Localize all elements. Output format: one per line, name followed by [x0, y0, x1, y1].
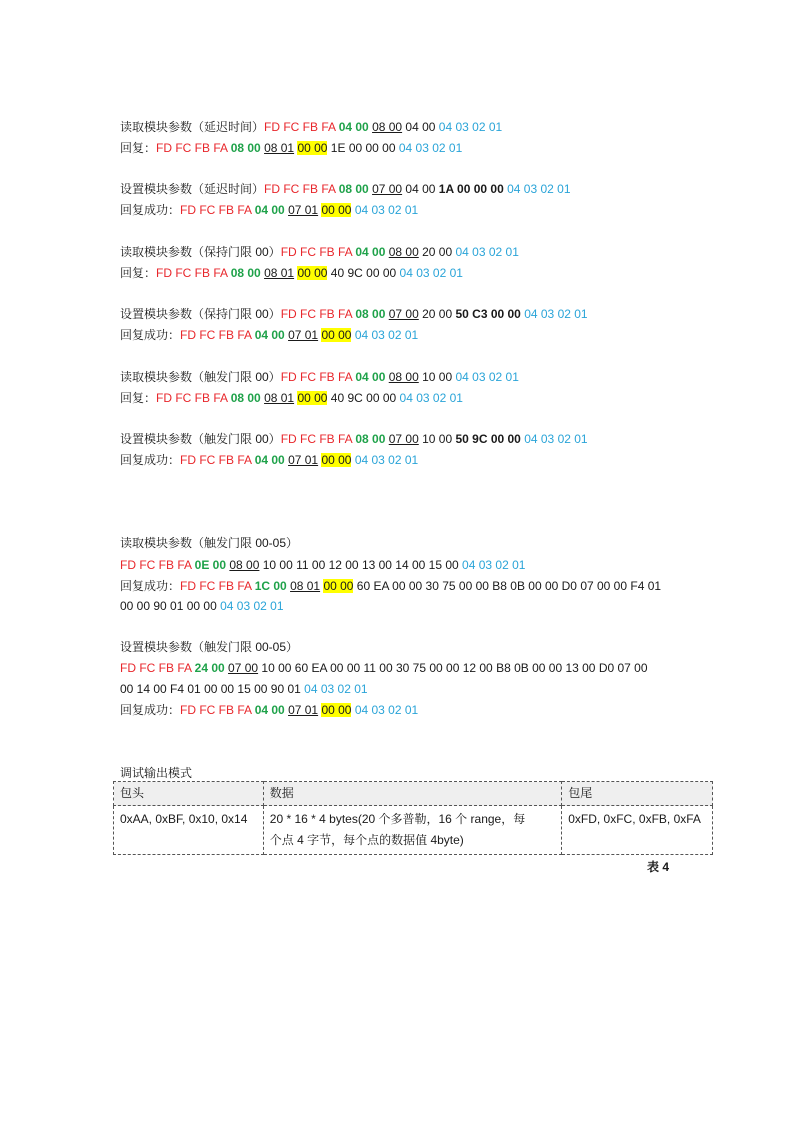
- command-word-bytes: 08 01: [264, 266, 295, 280]
- text-segment: 回复成功：: [120, 203, 181, 217]
- command-word-bytes: 07 00: [372, 182, 403, 196]
- command-word-bytes: 08 00: [388, 245, 419, 259]
- ack-status-bytes: 00 00: [323, 579, 354, 593]
- command-word-bytes: 07 01: [288, 453, 319, 467]
- cell-data-description: [263, 806, 561, 855]
- ack-status-bytes: 00 00: [321, 453, 352, 467]
- text-segment: 回复：: [120, 141, 157, 155]
- protocol-line: [120, 578, 661, 594]
- command-word-bytes: 07 01: [288, 703, 319, 717]
- text-segment: 00 14 00 F4 01 00 00 15 00 90 01: [120, 682, 305, 696]
- packet-length-bytes: 1C 00: [254, 579, 287, 593]
- packet-header-bytes: FD FC FB FA: [280, 432, 356, 446]
- protocol-line: [120, 244, 519, 260]
- packet-header-bytes: FD FC FB FA: [280, 245, 356, 259]
- packet-header-bytes: FD FC FB FA: [180, 703, 255, 717]
- protocol-line: [120, 598, 284, 614]
- packet-tail-bytes: 04 03 02 01: [398, 141, 463, 155]
- packet-header-bytes: FD FC FB FA: [264, 182, 339, 196]
- debug-mode-title: 调试输出模式: [120, 766, 193, 780]
- text-segment: 读取模块参数（延迟时间）: [120, 120, 265, 134]
- text-segment: 1E 00 00 00: [327, 141, 399, 155]
- packet-length-bytes: 04 00: [254, 203, 285, 217]
- packet-length-bytes: 04 00: [338, 120, 369, 134]
- packet-length-bytes: 04 00: [254, 703, 285, 717]
- packet-tail-bytes: 04 03 02 01: [524, 432, 588, 446]
- packet-tail-bytes: 04 03 02 01: [455, 245, 519, 259]
- text-segment: 设置模块参数（触发门限 00-05）: [120, 640, 299, 654]
- protocol-line: [120, 369, 519, 385]
- packet-header-bytes: FD FC FB FA: [180, 328, 255, 342]
- protocol-line: [120, 306, 588, 322]
- text-segment: 40 9C 00 00: [327, 391, 400, 405]
- parameter-value-bytes: 50 C3 00 00: [455, 307, 521, 321]
- command-word-bytes: 07 01: [288, 328, 319, 342]
- text-segment: 回复成功：: [120, 453, 181, 467]
- text-segment: 回复：: [120, 266, 157, 280]
- packet-length-bytes: 0E 00: [194, 558, 227, 572]
- packet-tail-bytes: 04 03 02 01: [399, 266, 463, 280]
- packet-length-bytes: 04 00: [254, 328, 285, 342]
- ack-status-bytes: 00 00: [321, 703, 352, 717]
- text-segment: 回复成功：: [120, 579, 181, 593]
- packet-header-bytes: FD FC FB FA: [180, 453, 255, 467]
- protocol-line: [120, 702, 418, 718]
- table-header-row: [114, 782, 713, 806]
- packet-tail-bytes: 04 03 02 01: [354, 328, 419, 342]
- command-word-bytes: 08 01: [290, 579, 321, 593]
- packet-length-bytes: 08 00: [338, 182, 369, 196]
- packet-header-bytes: FD FC FB FA: [156, 266, 231, 280]
- command-word-bytes: 08 01: [264, 141, 295, 155]
- debug-output-table: [113, 781, 713, 855]
- text-segment: 00 00 90 01 00 00: [120, 599, 221, 613]
- command-word-bytes: 08 00: [372, 120, 403, 134]
- ack-status-bytes: 00 00: [321, 203, 352, 217]
- packet-length-bytes: 08 00: [355, 432, 386, 446]
- protocol-line: [120, 327, 418, 343]
- parameter-value-bytes: 1A 00 00 00: [438, 182, 504, 196]
- table-row: [114, 806, 713, 855]
- packet-length-bytes: 08 00: [355, 307, 386, 321]
- text-segment: 10 00 60 EA 00 00 11 00 30 75 00 00 12 00 B8 0B 00 00 13 00 D0 07 00: [258, 661, 648, 675]
- packet-tail-bytes: 04 03 02 01: [438, 120, 503, 134]
- packet-tail-bytes: 04 03 02 01: [524, 307, 588, 321]
- packet-length-bytes: 04 00: [254, 453, 285, 467]
- ack-status-bytes: 00 00: [297, 141, 328, 155]
- text-segment: 10 00 11 00 12 00 13 00 14 00 15 00: [259, 558, 463, 572]
- packet-tail-bytes: 04 03 02 01: [354, 453, 419, 467]
- ack-status-bytes: 00 00: [297, 266, 328, 280]
- command-word-bytes: 08 00: [229, 558, 260, 572]
- protocol-line: [120, 181, 571, 197]
- protocol-line: [120, 681, 368, 697]
- protocol-line: [120, 452, 418, 468]
- text-segment: 20 00: [418, 245, 456, 259]
- data-description-line-2: 个点 4 字节，每个点的数据值 4byte): [269, 833, 464, 847]
- packet-tail-bytes: 04 03 02 01: [304, 682, 368, 696]
- protocol-line: [120, 265, 463, 281]
- protocol-line: [120, 639, 298, 655]
- ack-status-bytes: 00 00: [321, 328, 352, 342]
- text-segment: 设置模块参数（延迟时间）: [120, 182, 265, 196]
- table-caption: 表 4: [647, 860, 670, 874]
- protocol-line: [120, 202, 418, 218]
- packet-header-bytes: FD FC FB FA: [180, 203, 255, 217]
- header-cell-head: 包头: [114, 782, 264, 806]
- packet-header-bytes: FD FC FB FA: [156, 141, 231, 155]
- text-segment: 读取模块参数（保持门限 00）: [120, 245, 281, 259]
- header-cell-data: 数据: [263, 782, 561, 806]
- command-word-bytes: 07 00: [228, 661, 259, 675]
- parameter-value-bytes: 50 9C 00 00: [455, 432, 521, 446]
- packet-length-bytes: 08 00: [230, 141, 261, 155]
- text-segment: 回复成功：: [120, 328, 181, 342]
- packet-length-bytes: 08 00: [230, 391, 261, 405]
- text-segment: 04 00: [402, 120, 439, 134]
- protocol-line: [120, 119, 502, 135]
- protocol-line: [120, 535, 298, 551]
- command-word-bytes: 07 00: [388, 432, 419, 446]
- protocol-line: [120, 140, 462, 156]
- command-word-bytes: 07 01: [288, 203, 319, 217]
- packet-tail-bytes: 04 03 02 01: [455, 370, 519, 384]
- data-description-line-1: 20 * 16 * 4 bytes(20 个多普勒，16 个 range，每: [269, 812, 526, 826]
- packet-header-bytes: FD FC FB FA: [120, 661, 195, 675]
- text-segment: 40 9C 00 00: [327, 266, 400, 280]
- packet-length-bytes: 04 00: [355, 370, 386, 384]
- packet-header-bytes: FD FC FB FA: [280, 307, 356, 321]
- packet-tail-bytes: 04 03 02 01: [354, 203, 419, 217]
- packet-length-bytes: 24 00: [194, 661, 225, 675]
- text-segment: 04 00: [402, 182, 439, 196]
- text-segment: 10 00: [418, 432, 456, 446]
- packet-header-bytes: FD FC FB FA: [180, 579, 255, 593]
- protocol-line: [120, 390, 463, 406]
- text-segment: 回复：: [120, 391, 157, 405]
- packet-header-bytes: FD FC FB FA: [156, 391, 231, 405]
- packet-header-bytes: FD FC FB FA: [264, 120, 339, 134]
- packet-tail-bytes: 04 03 02 01: [462, 558, 526, 572]
- cell-head-bytes: 0xAA, 0xBF, 0x10, 0x14: [114, 806, 264, 855]
- header-cell-tail: 包尾: [562, 782, 713, 806]
- text-segment: 20 00: [418, 307, 456, 321]
- text-segment: 10 00: [418, 370, 456, 384]
- packet-header-bytes: FD FC FB FA: [120, 558, 195, 572]
- packet-header-bytes: FD FC FB FA: [280, 370, 356, 384]
- text-segment: 设置模块参数（保持门限 00）: [120, 307, 281, 321]
- protocol-line: [120, 431, 588, 447]
- text-segment: 读取模块参数（触发门限 00-05）: [120, 536, 299, 550]
- packet-tail-bytes: 04 03 02 01: [354, 703, 419, 717]
- text-segment: 回复成功：: [120, 703, 181, 717]
- command-word-bytes: 08 01: [264, 391, 295, 405]
- cell-tail-bytes: 0xFD, 0xFC, 0xFB, 0xFA: [562, 806, 713, 855]
- ack-status-bytes: 00 00: [297, 391, 328, 405]
- protocol-line: [120, 660, 648, 676]
- command-word-bytes: 07 00: [388, 307, 419, 321]
- packet-tail-bytes: 04 03 02 01: [399, 391, 463, 405]
- command-word-bytes: 08 00: [388, 370, 419, 384]
- text-segment: 60 EA 00 00 30 75 00 00 B8 0B 00 00 D0 07 00 00 F4 01: [353, 579, 662, 593]
- packet-length-bytes: 08 00: [230, 266, 261, 280]
- protocol-line: [120, 557, 525, 573]
- packet-length-bytes: 04 00: [355, 245, 386, 259]
- packet-tail-bytes: 04 03 02 01: [507, 182, 571, 196]
- text-segment: 设置模块参数（触发门限 00）: [120, 432, 281, 446]
- text-segment: 读取模块参数（触发门限 00）: [120, 370, 281, 384]
- packet-tail-bytes: 04 03 02 01: [220, 599, 284, 613]
